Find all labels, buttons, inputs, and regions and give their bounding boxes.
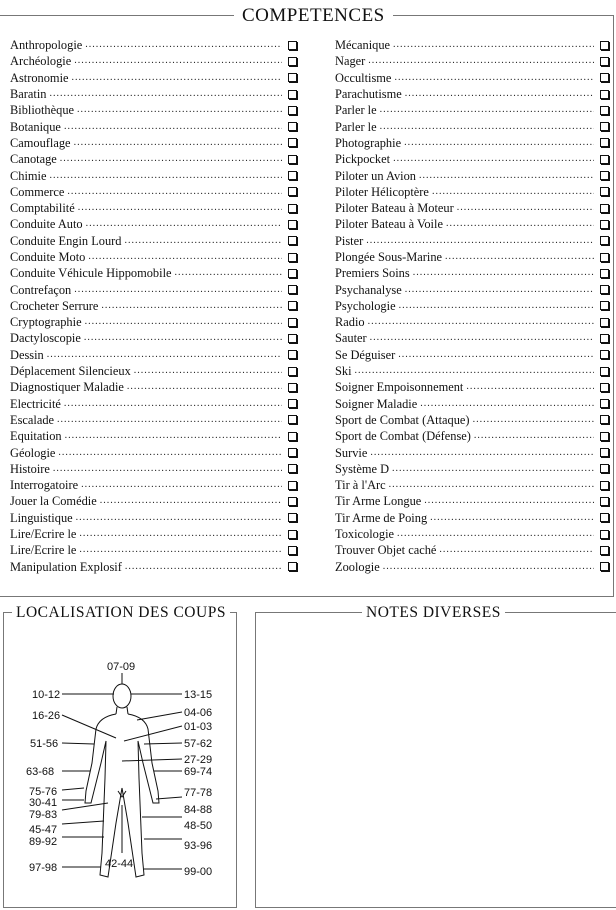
skill-checkbox[interactable] bbox=[288, 318, 297, 327]
notes-section[interactable] bbox=[255, 604, 616, 908]
dot-leader bbox=[125, 233, 282, 249]
skill-label: Photographie bbox=[335, 135, 402, 150]
skill-checkbox[interactable] bbox=[600, 155, 609, 164]
dot-leader bbox=[473, 412, 594, 428]
skill-label: Conduite Véhicule Hippomobile bbox=[10, 266, 172, 281]
skill-row bbox=[10, 379, 300, 395]
label-r10: 93-96 bbox=[184, 840, 213, 852]
skill-checkbox[interactable] bbox=[288, 399, 297, 408]
skill-row bbox=[10, 493, 300, 509]
skill-row bbox=[335, 281, 612, 297]
skill-row bbox=[10, 428, 300, 444]
skill-label: Tir Arme Longue bbox=[335, 494, 422, 509]
skill-checkbox[interactable] bbox=[288, 301, 297, 310]
skill-checkbox[interactable] bbox=[288, 448, 297, 457]
localisation-title: LOCALISATION DES COUPS bbox=[12, 598, 230, 628]
skill-checkbox[interactable] bbox=[600, 220, 609, 229]
skill-checkbox[interactable] bbox=[600, 481, 609, 490]
dot-leader bbox=[370, 445, 594, 461]
label-l6: 30-41 bbox=[29, 797, 58, 809]
skill-row bbox=[10, 118, 300, 134]
skill-checkbox[interactable] bbox=[600, 399, 609, 408]
dot-leader bbox=[67, 184, 282, 200]
label-crotch: 42-44 bbox=[105, 858, 134, 870]
skill-checkbox[interactable] bbox=[288, 497, 297, 506]
skill-checkbox[interactable] bbox=[288, 73, 297, 82]
competences-title: COMPETENCES bbox=[234, 1, 393, 31]
label-r5: 27-29 bbox=[184, 754, 213, 766]
skill-row bbox=[10, 233, 300, 249]
skill-checkbox[interactable] bbox=[288, 350, 297, 359]
dot-leader bbox=[413, 265, 594, 281]
skill-label: Piloter un Avion bbox=[335, 168, 416, 183]
skill-row bbox=[10, 298, 300, 314]
skill-label: Parachutisme bbox=[335, 87, 402, 102]
skill-checkbox[interactable] bbox=[288, 481, 297, 490]
skill-label: Electricité bbox=[10, 396, 61, 411]
skill-label: Piloter Hélicoptère bbox=[335, 184, 429, 199]
label-l9: 89-92 bbox=[29, 836, 58, 848]
dot-leader bbox=[100, 493, 282, 509]
dot-leader bbox=[85, 314, 282, 330]
label-r8: 84-88 bbox=[184, 804, 213, 816]
skill-checkbox[interactable] bbox=[288, 432, 297, 441]
skill-row bbox=[335, 86, 612, 102]
skill-checkbox[interactable] bbox=[600, 57, 609, 66]
skill-checkbox[interactable] bbox=[600, 448, 609, 457]
skill-row bbox=[335, 542, 612, 558]
skill-row bbox=[10, 396, 300, 412]
skill-row bbox=[10, 363, 300, 379]
skill-checkbox[interactable] bbox=[600, 253, 609, 262]
dot-leader bbox=[74, 135, 282, 151]
label-l4: 63-68 bbox=[26, 766, 55, 778]
skill-checkbox[interactable] bbox=[288, 530, 297, 539]
skill-checkbox[interactable] bbox=[288, 57, 297, 66]
skill-checkbox[interactable] bbox=[600, 530, 609, 539]
dot-leader bbox=[366, 233, 594, 249]
skill-label: Equitation bbox=[10, 429, 62, 444]
skill-label: Lire/Ecrire le bbox=[10, 543, 77, 558]
dot-leader bbox=[457, 200, 594, 216]
skill-checkbox[interactable] bbox=[600, 187, 609, 196]
skill-row bbox=[335, 412, 612, 428]
skill-row bbox=[335, 444, 612, 460]
skill-row bbox=[335, 102, 612, 118]
skill-checkbox[interactable] bbox=[288, 106, 297, 115]
skill-checkbox[interactable] bbox=[288, 415, 297, 424]
skill-label: Soigner Empoisonnement bbox=[335, 380, 464, 395]
label-r2: 04-06 bbox=[184, 707, 213, 719]
skill-checkbox[interactable] bbox=[600, 383, 609, 392]
skill-checkbox[interactable] bbox=[288, 155, 297, 164]
label-l5: 75-76 bbox=[29, 786, 58, 798]
skill-checkbox[interactable] bbox=[288, 546, 297, 555]
skill-row bbox=[335, 347, 612, 363]
skill-label: Archéologie bbox=[10, 54, 72, 69]
skill-label: Jouer la Comédie bbox=[10, 494, 97, 509]
dot-leader bbox=[446, 216, 594, 232]
dot-leader bbox=[86, 216, 282, 232]
skill-label: Bibliothèque bbox=[10, 103, 75, 118]
skill-checkbox[interactable] bbox=[600, 562, 609, 571]
skill-row bbox=[335, 265, 612, 281]
skill-row bbox=[335, 184, 612, 200]
dot-leader bbox=[79, 526, 282, 542]
skill-label: Botanique bbox=[10, 119, 61, 134]
skill-label: Premiers Soins bbox=[335, 266, 410, 281]
skill-row bbox=[10, 70, 300, 86]
skill-row bbox=[335, 477, 612, 493]
label-l8: 45-47 bbox=[29, 824, 58, 836]
label-r11: 99-00 bbox=[184, 866, 213, 878]
skill-checkbox[interactable] bbox=[288, 285, 297, 294]
body-hit-location-figure bbox=[4, 613, 238, 909]
skill-row bbox=[335, 330, 612, 346]
label-head: 07-09 bbox=[107, 661, 136, 673]
skill-row bbox=[10, 444, 300, 460]
dot-leader bbox=[430, 510, 594, 526]
dot-leader bbox=[127, 379, 282, 395]
skill-label: Contrefaçon bbox=[10, 282, 72, 297]
skill-checkbox[interactable] bbox=[288, 90, 297, 99]
skill-checkbox[interactable] bbox=[600, 367, 609, 376]
skill-row bbox=[335, 167, 612, 183]
skill-checkbox[interactable] bbox=[600, 73, 609, 82]
dot-leader bbox=[466, 379, 594, 395]
skill-checkbox[interactable] bbox=[600, 285, 609, 294]
dot-leader bbox=[58, 445, 282, 461]
dot-leader bbox=[84, 330, 282, 346]
skill-row bbox=[335, 428, 612, 444]
skill-checkbox[interactable] bbox=[288, 122, 297, 131]
skill-label: Linguistique bbox=[10, 510, 73, 525]
dot-leader bbox=[60, 151, 282, 167]
skill-checkbox[interactable] bbox=[288, 367, 297, 376]
dot-leader bbox=[53, 461, 282, 477]
skill-checkbox[interactable] bbox=[288, 236, 297, 245]
skill-checkbox[interactable] bbox=[600, 90, 609, 99]
skill-label: Occultisme bbox=[335, 70, 392, 85]
skill-row bbox=[335, 396, 612, 412]
dot-leader bbox=[405, 86, 594, 102]
skill-row bbox=[10, 151, 300, 167]
label-l7: 79-83 bbox=[29, 809, 58, 821]
skill-label: Psychanalyse bbox=[335, 282, 402, 297]
skill-checkbox[interactable] bbox=[600, 464, 609, 473]
skill-row bbox=[335, 118, 612, 134]
skill-row bbox=[335, 298, 612, 314]
dot-leader bbox=[72, 70, 282, 86]
skill-label: Tir à l'Arc bbox=[335, 478, 386, 493]
skill-row bbox=[335, 151, 612, 167]
skill-label: Se Déguiser bbox=[335, 347, 396, 362]
skill-label: Camouflage bbox=[10, 135, 71, 150]
dot-leader bbox=[393, 151, 594, 167]
skill-row bbox=[335, 559, 612, 575]
dot-leader bbox=[65, 428, 282, 444]
dot-leader bbox=[76, 510, 282, 526]
skill-row bbox=[10, 135, 300, 151]
dot-leader bbox=[445, 249, 594, 265]
label-l3: 51-56 bbox=[30, 738, 59, 750]
skill-label: Cryptographie bbox=[10, 315, 82, 330]
skill-label: Pister bbox=[335, 233, 364, 248]
skill-row bbox=[10, 559, 300, 575]
dot-leader bbox=[399, 298, 594, 314]
label-l2: 16-26 bbox=[32, 710, 61, 722]
skill-label: Escalade bbox=[10, 412, 55, 427]
skill-checkbox[interactable] bbox=[600, 415, 609, 424]
skill-row bbox=[10, 249, 300, 265]
skill-row bbox=[10, 102, 300, 118]
skill-checkbox[interactable] bbox=[288, 171, 297, 180]
skill-row bbox=[335, 53, 612, 69]
dot-leader bbox=[134, 363, 282, 379]
skill-label: Zoologie bbox=[335, 559, 380, 574]
skill-checkbox[interactable] bbox=[288, 269, 297, 278]
dot-leader bbox=[78, 200, 282, 216]
skill-checkbox[interactable] bbox=[600, 513, 609, 522]
skill-row bbox=[335, 493, 612, 509]
skill-checkbox[interactable] bbox=[288, 464, 297, 473]
skill-label: Chimie bbox=[10, 168, 47, 183]
skill-checkbox[interactable] bbox=[288, 562, 297, 571]
localisation-section bbox=[3, 604, 237, 908]
skill-label: Radio bbox=[335, 315, 365, 330]
skill-checkbox[interactable] bbox=[288, 513, 297, 522]
skill-label: Sport de Combat (Attaque) bbox=[335, 412, 470, 427]
dot-leader bbox=[404, 135, 594, 151]
skill-label: Interrogatoire bbox=[10, 478, 79, 493]
skill-checkbox[interactable] bbox=[288, 204, 297, 213]
skill-row bbox=[335, 461, 612, 477]
skill-checkbox[interactable] bbox=[288, 220, 297, 229]
skill-checkbox[interactable] bbox=[288, 138, 297, 147]
skill-row bbox=[335, 363, 612, 379]
skill-checkbox[interactable] bbox=[600, 546, 609, 555]
skill-checkbox[interactable] bbox=[600, 269, 609, 278]
skill-label: Ski bbox=[335, 364, 352, 379]
skill-checkbox[interactable] bbox=[288, 383, 297, 392]
dot-leader bbox=[101, 298, 282, 314]
label-r9: 48-50 bbox=[184, 820, 213, 832]
skills-column-right bbox=[335, 37, 612, 575]
dot-leader bbox=[389, 477, 594, 493]
skill-checkbox[interactable] bbox=[600, 122, 609, 131]
dot-leader bbox=[74, 53, 282, 69]
skill-checkbox[interactable] bbox=[288, 253, 297, 262]
skill-label: Histoire bbox=[10, 461, 50, 476]
skill-label: Conduite Moto bbox=[10, 250, 86, 264]
label-r1: 13-15 bbox=[184, 689, 213, 701]
skill-row bbox=[10, 86, 300, 102]
skill-label: Conduite Engin Lourd bbox=[10, 233, 122, 248]
dot-leader bbox=[405, 282, 594, 298]
label-l1: 10-12 bbox=[32, 689, 61, 701]
skill-checkbox[interactable] bbox=[600, 350, 609, 359]
skill-checkbox[interactable] bbox=[600, 318, 609, 327]
skill-checkbox[interactable] bbox=[288, 41, 297, 50]
skill-row bbox=[10, 412, 300, 428]
dot-leader bbox=[392, 461, 594, 477]
skill-label: Piloter Bateau à Moteur bbox=[335, 201, 454, 216]
dot-leader bbox=[370, 330, 594, 346]
skill-checkbox[interactable] bbox=[600, 138, 609, 147]
notes-title: NOTES DIVERSES bbox=[362, 598, 505, 628]
skill-row bbox=[335, 314, 612, 330]
skill-label: Dactyloscopie bbox=[10, 331, 81, 346]
dot-leader bbox=[81, 477, 282, 493]
skill-label: Anthropologie bbox=[10, 38, 83, 53]
dot-leader bbox=[419, 168, 594, 184]
dot-leader bbox=[368, 314, 594, 330]
dot-leader bbox=[64, 396, 282, 412]
skill-label: Parler le bbox=[335, 119, 377, 134]
dot-leader bbox=[49, 86, 282, 102]
dot-leader bbox=[424, 493, 594, 509]
skill-label: Géologie bbox=[10, 445, 56, 460]
skill-label: Survie bbox=[335, 445, 368, 460]
skill-checkbox[interactable] bbox=[288, 187, 297, 196]
skill-row bbox=[10, 526, 300, 542]
skill-checkbox[interactable] bbox=[600, 106, 609, 115]
skill-row bbox=[10, 347, 300, 363]
skill-row bbox=[10, 37, 300, 53]
skill-label: Diagnostiquer Maladie bbox=[10, 380, 124, 395]
dot-leader bbox=[380, 102, 594, 118]
dot-leader bbox=[432, 184, 594, 200]
skill-checkbox[interactable] bbox=[600, 204, 609, 213]
skill-row bbox=[10, 281, 300, 297]
skill-row bbox=[335, 135, 612, 151]
dot-leader bbox=[439, 542, 594, 558]
dot-leader bbox=[57, 412, 282, 428]
skill-label: Trouver Objet caché bbox=[335, 543, 437, 558]
skill-label: Conduite Auto bbox=[10, 217, 83, 232]
skill-label: Dessin bbox=[10, 347, 44, 362]
label-r4: 57-62 bbox=[184, 738, 213, 750]
dot-leader bbox=[398, 347, 594, 363]
skill-row bbox=[335, 379, 612, 395]
leader-lines bbox=[62, 673, 182, 869]
skill-row bbox=[10, 461, 300, 477]
skill-row bbox=[10, 216, 300, 232]
skill-label: Commerce bbox=[10, 184, 65, 199]
dot-leader bbox=[355, 363, 594, 379]
skill-row bbox=[335, 216, 612, 232]
dot-leader bbox=[393, 37, 594, 53]
dot-leader bbox=[85, 37, 282, 53]
dot-leader bbox=[49, 168, 282, 184]
skill-row bbox=[335, 70, 612, 86]
skill-row bbox=[335, 233, 612, 249]
skill-checkbox[interactable] bbox=[600, 301, 609, 310]
skill-label: Baratin bbox=[10, 87, 47, 102]
skill-label: Crocheter Serrure bbox=[10, 298, 99, 313]
skill-label: Astronomie bbox=[10, 70, 69, 85]
dot-leader bbox=[74, 282, 282, 298]
skill-label: Parler le bbox=[335, 103, 377, 118]
skill-checkbox[interactable] bbox=[600, 497, 609, 506]
skill-row bbox=[10, 184, 300, 200]
dot-leader bbox=[383, 559, 594, 575]
skill-row bbox=[10, 265, 300, 281]
skill-checkbox[interactable] bbox=[600, 432, 609, 441]
skill-checkbox[interactable] bbox=[600, 334, 609, 343]
skill-label: Déplacement Silencieux bbox=[10, 364, 131, 379]
skill-label: Canotage bbox=[10, 152, 57, 167]
skill-label: Toxicologie bbox=[335, 527, 395, 542]
dot-leader bbox=[64, 119, 282, 135]
skill-label: Tir Arme de Poing bbox=[335, 510, 428, 525]
skill-checkbox[interactable] bbox=[600, 236, 609, 245]
dot-leader bbox=[368, 53, 594, 69]
dot-leader bbox=[397, 526, 594, 542]
dot-leader bbox=[77, 102, 282, 118]
skill-label: Nager bbox=[335, 54, 366, 69]
dot-leader bbox=[79, 542, 282, 558]
skills-column-left bbox=[10, 37, 300, 575]
skill-row bbox=[10, 542, 300, 558]
label-r7: 77-78 bbox=[184, 787, 213, 799]
skill-row bbox=[10, 53, 300, 69]
skill-checkbox[interactable] bbox=[600, 41, 609, 50]
dot-leader bbox=[88, 249, 282, 265]
dot-leader bbox=[474, 428, 594, 444]
skill-row bbox=[335, 200, 612, 216]
skill-row bbox=[335, 37, 612, 53]
skill-label: Piloter Bateau à Voile bbox=[335, 217, 443, 232]
skill-label: Système D bbox=[335, 461, 390, 476]
skill-row bbox=[10, 477, 300, 493]
dot-leader bbox=[394, 70, 594, 86]
skill-checkbox[interactable] bbox=[288, 334, 297, 343]
skill-label: Lire/Ecrire le bbox=[10, 527, 77, 542]
skill-label: Plongée Sous-Marine bbox=[335, 250, 443, 264]
skill-label: Pickpocket bbox=[335, 152, 391, 167]
dot-leader bbox=[175, 265, 282, 281]
skill-label: Psychologie bbox=[335, 298, 396, 313]
dot-leader bbox=[380, 119, 594, 135]
skill-row bbox=[10, 510, 300, 526]
skill-label: Sport de Combat (Défense) bbox=[335, 429, 471, 444]
skill-label: Sauter bbox=[335, 331, 367, 346]
skill-label: Mécanique bbox=[335, 38, 391, 53]
skill-row bbox=[10, 330, 300, 346]
skill-checkbox[interactable] bbox=[600, 171, 609, 180]
skill-row bbox=[335, 526, 612, 542]
skill-row bbox=[10, 314, 300, 330]
dot-leader bbox=[47, 347, 282, 363]
dot-leader bbox=[125, 559, 282, 575]
label-r6: 69-74 bbox=[184, 766, 213, 778]
skill-label: Manipulation Explosif bbox=[10, 559, 122, 574]
skill-row bbox=[335, 249, 612, 265]
skill-label: Comptabilité bbox=[10, 201, 75, 216]
skill-row bbox=[10, 200, 300, 216]
label-l10: 97-98 bbox=[29, 862, 58, 874]
skill-row bbox=[335, 510, 612, 526]
label-r3: 01-03 bbox=[184, 721, 213, 733]
skill-label: Soigner Maladie bbox=[335, 396, 418, 411]
dot-leader bbox=[420, 396, 594, 412]
skill-row bbox=[10, 167, 300, 183]
